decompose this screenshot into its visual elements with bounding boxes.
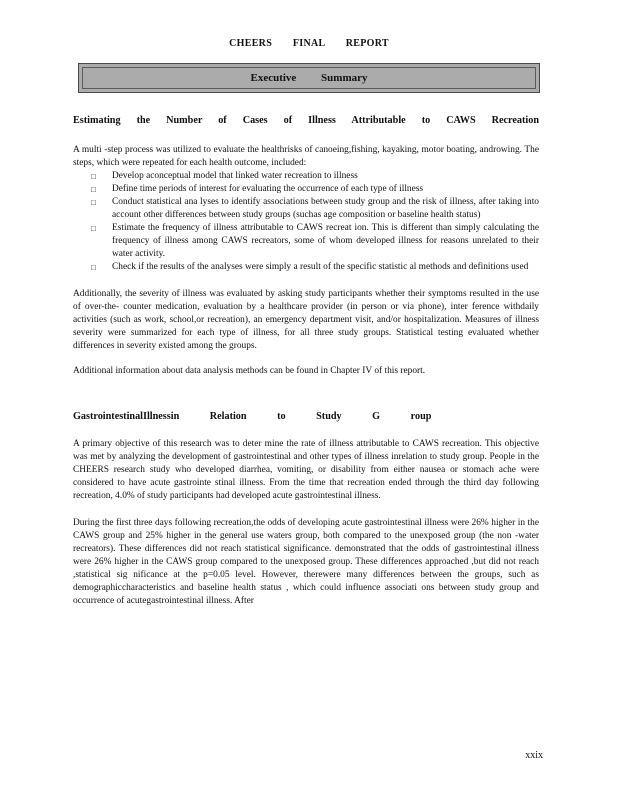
list-item: □ Define time periods of interest for evaluating the occurrence of each type of illness — [91, 184, 424, 194]
square-bullet-icon: □ — [91, 263, 96, 272]
results-paragraph: During the first three days following recreation,the odds of developing acute gastrointestinal illness were 26% higher in the CAWS group and 25% higher in the general use waters group, both compared to the unexposed group (the non -water recreators). These differences did not reach statistical significance. demonstrated that the odds of gastrointestinal illness were 26% higher in the CAWS group compared to the unexposed group. These differences approached ,but did not reach ,statistical sig nificance at the p=0.05 level. However, therewere many differences between the groups, such as demographiccharacteristics and baseline health status , which could influence associati ons between study group and occurrence of acutegastrointestinal illness. After — [73, 518, 539, 606]
section-banner — [78, 63, 540, 93]
section-heading-estimating: Estimating the Number of Cases of Illness Attributable to CAWS Recreation — [73, 115, 539, 126]
section-heading-gastrointestinal: GastrointestinalIllnessin Relation to Study G roup — [73, 411, 432, 422]
list-item: □ Develop aconceptual model that linked water recreation to illness — [91, 171, 358, 181]
list-item: □ Conduct statistical ana lyses to identify associations between study group and the risk of illness, after taking into account other differences between study groups (suchas age composition or baseline health status) — [91, 197, 539, 220]
steps-list — [73, 170, 539, 274]
square-bullet-icon: □ — [91, 224, 96, 233]
square-bullet-icon: □ — [91, 172, 96, 181]
report-body — [73, 114, 539, 608]
list-item: □ Check if the results of the analyses were simply a result of the specific statistic al methods and definitions used — [91, 262, 529, 272]
running-header: CHEERS FINAL REPORT — [229, 38, 389, 49]
page-number: xxix — [525, 750, 543, 761]
intro-paragraph: A multi -step process was utilized to evaluate the healthrisks of canoeing,fishing, kayaking, motor boating, androwing. The steps, which were repeated for each health outcome, included: — [73, 145, 539, 168]
square-bullet-icon: □ — [91, 198, 96, 207]
objective-paragraph: A primary objective of this research was to deter mine the rate of illness attributable to CAWS recreation. This objective was met by analyzing the development of gastrointestinal and other types of illness inrelation to study group. People in the CHEERS research study who developed diarrhea, vomiting, or disability from either nausea or stomach ache were considered to have acute gastrointe stinal illness. From the time that recreation ended through the third day following recreation, 4.0% of study participants had developed acute gastrointestinal illness. — [73, 439, 539, 501]
severity-paragraph: Additionally, the severity of illness was evaluated by asking study participants whether their symptoms resulted in the use of over-the- counter medication, evaluation by a healthcare provider (in person or via phone), inter ference withdaily activities (such as work, school,or recreation), an emergency department visit, and/or hospitalization. Measures of illness severity were summarized for each type of illness, for all three study groups. Statistical testing evaluated whether differences in severity existed among the groups. — [73, 289, 539, 351]
additional-info-paragraph: Additional information about data analysis methods can be found in Chapter IV of this report. — [73, 366, 426, 376]
banner-title: Executive Summary — [250, 72, 368, 84]
square-bullet-icon: □ — [91, 185, 96, 194]
list-item: □ Estimate the frequency of illness attributable to CAWS recreat ion. This is different than simply calculating the frequency of illness among CAWS recreators, some of whom developed illness for reasons unrelated to their water activity. — [91, 223, 539, 259]
